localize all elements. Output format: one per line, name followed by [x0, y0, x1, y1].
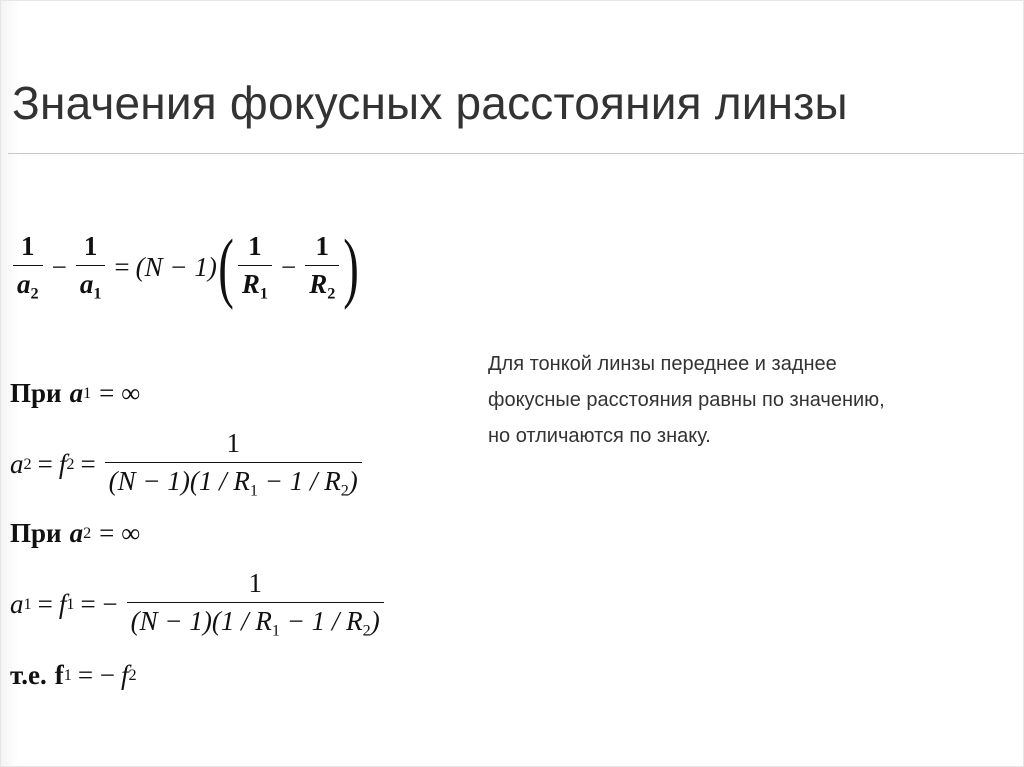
den-part: (N − 1)(1 / R [130, 606, 272, 636]
note-line: Для тонкой линзы переднее и заднее [488, 353, 837, 375]
var-r: R [309, 268, 328, 299]
var-a: a [17, 268, 31, 299]
fraction-one-over-a1 [76, 231, 106, 304]
slide-title: Значения фокусных расстояния линзы [12, 77, 848, 129]
subscript: 2 [327, 284, 336, 303]
note-line: но отличаются по знаку. [488, 425, 711, 447]
den-part: − 1 / R [257, 466, 341, 496]
minus-sign: − [51, 251, 67, 282]
subscript: 1 [63, 666, 72, 684]
right-paren: ) [343, 223, 360, 310]
var-f: f [58, 588, 67, 619]
numerator: 1 [315, 230, 329, 261]
den-part: ) [348, 466, 358, 496]
fraction-one-over-a2 [13, 231, 43, 304]
subscript: 2 [30, 284, 39, 303]
condition-a1-infinity [10, 378, 140, 409]
note-line: фокусные расстояния равны по значению, [488, 389, 885, 411]
den-part: ) [370, 606, 380, 636]
var-a: a [69, 378, 84, 408]
equals-sign: = [37, 588, 53, 619]
equals-minus-sign: = − [80, 588, 118, 619]
subscript: 2 [362, 621, 371, 640]
subscript: 2 [23, 454, 32, 473]
condition-label: При [10, 378, 62, 408]
condition-label: При [10, 518, 62, 548]
var-a: a [69, 518, 84, 548]
var-r: R [241, 268, 260, 299]
equals-sign: = [37, 448, 53, 479]
fraction-one-over-r1 [238, 231, 272, 304]
var-a: a [10, 588, 24, 619]
equals-sign: = [114, 251, 130, 282]
minus-sign: − [280, 251, 297, 282]
subscript: 2 [340, 481, 349, 500]
conclusion-label: т.е. [10, 660, 47, 690]
equals-sign: = [80, 448, 96, 479]
equals-minus-sign: = − [77, 660, 116, 690]
numerator: 1 [226, 428, 240, 458]
focal-fraction [127, 568, 384, 641]
numerator: 1 [248, 568, 262, 598]
left-paren: ( [218, 223, 234, 310]
var-a: a [79, 268, 94, 299]
subscript: 1 [66, 594, 75, 613]
title-divider [8, 153, 1024, 154]
fraction-one-over-r2 [305, 231, 339, 304]
lens-maker-equation [10, 223, 360, 310]
subscript: 2 [83, 524, 92, 542]
numerator: 1 [21, 230, 35, 261]
subscript: 1 [93, 284, 102, 303]
equals-infinity: = ∞ [99, 518, 141, 548]
numerator: 1 [83, 230, 98, 261]
subscript: 1 [249, 481, 258, 500]
front-focal-length-equation [10, 568, 387, 641]
subscript: 2 [128, 666, 137, 684]
var-a: a [10, 448, 24, 479]
denominator [127, 602, 384, 641]
var-f: f [54, 660, 64, 690]
numerator: 1 [248, 230, 262, 261]
back-focal-length-equation [10, 428, 365, 501]
den-part: − 1 / R [279, 606, 363, 636]
explanation-note [488, 346, 1018, 454]
var-f: f [121, 660, 129, 690]
denominator [105, 462, 362, 501]
subscript: 1 [271, 621, 280, 640]
subscript: 2 [66, 454, 75, 473]
equals-infinity: = ∞ [99, 378, 141, 408]
focal-fraction [105, 428, 362, 501]
subscript: 1 [83, 384, 92, 402]
subscript: 1 [23, 594, 32, 613]
condition-a2-infinity [10, 518, 140, 549]
var-f: f [58, 448, 67, 479]
factor-n-minus-one: (N − 1) [135, 251, 217, 282]
conclusion-f1-equals-minus-f2 [10, 660, 137, 691]
subscript: 1 [259, 284, 268, 303]
den-part: (N − 1)(1 / R [108, 466, 250, 496]
